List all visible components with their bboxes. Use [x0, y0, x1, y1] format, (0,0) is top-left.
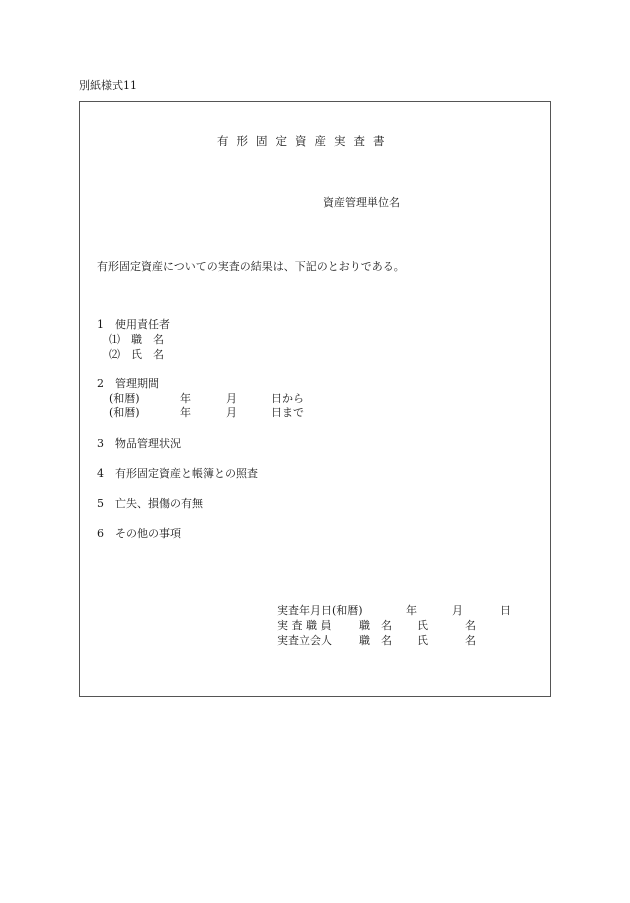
inspection-date-day: 日 [500, 604, 511, 617]
page-title: 有形固定資産実査書 [217, 134, 393, 148]
inspection-date-label: 実査年月日(和暦) [277, 604, 363, 617]
inspector-name-label-b: 名 [465, 619, 476, 632]
section-2-heading: 2 管理期間 [97, 377, 159, 390]
intro-text: 有形固定資産についての実査の結果は、下記のとおりである。 [97, 260, 405, 273]
period-to-year: 年 [180, 406, 191, 419]
witness-label: 実査立会人 [277, 634, 332, 647]
witness-name-label-b: 名 [465, 634, 476, 647]
period-to-month: 月 [226, 406, 237, 419]
section-1-name-label: ⑵ 氏 名 [109, 348, 164, 361]
unit-name-label: 資産管理単位名 [323, 196, 400, 209]
inspection-date-month: 月 [452, 604, 463, 617]
section-5-heading: 5 亡失、損傷の有無 [97, 497, 203, 510]
period-from-month: 月 [226, 392, 237, 405]
section-6-heading: 6 その他の事項 [97, 527, 181, 540]
section-1-heading: 1 使用責任者 [97, 318, 170, 331]
period-from-year: 年 [180, 392, 191, 405]
period-from-day: 日から [271, 392, 304, 405]
period-to-day: 日まで [271, 406, 304, 419]
inspector-label: 実 査 職 員 [277, 619, 332, 632]
inspector-post-label: 職 名 [359, 619, 392, 632]
inspection-date-year: 年 [406, 604, 417, 617]
period-from-era: (和暦) [109, 392, 140, 405]
form-label: 別紙様式11 [79, 79, 137, 92]
period-to-era: (和暦) [109, 406, 140, 419]
section-1-post-label: ⑴ 職 名 [109, 333, 164, 346]
witness-post-label: 職 名 [359, 634, 392, 647]
section-3-heading: 3 物品管理状況 [97, 437, 181, 450]
section-4-heading: 4 有形固定資産と帳簿との照査 [97, 467, 258, 480]
witness-name-label-a: 氏 [417, 634, 428, 647]
inspector-name-label-a: 氏 [417, 619, 428, 632]
